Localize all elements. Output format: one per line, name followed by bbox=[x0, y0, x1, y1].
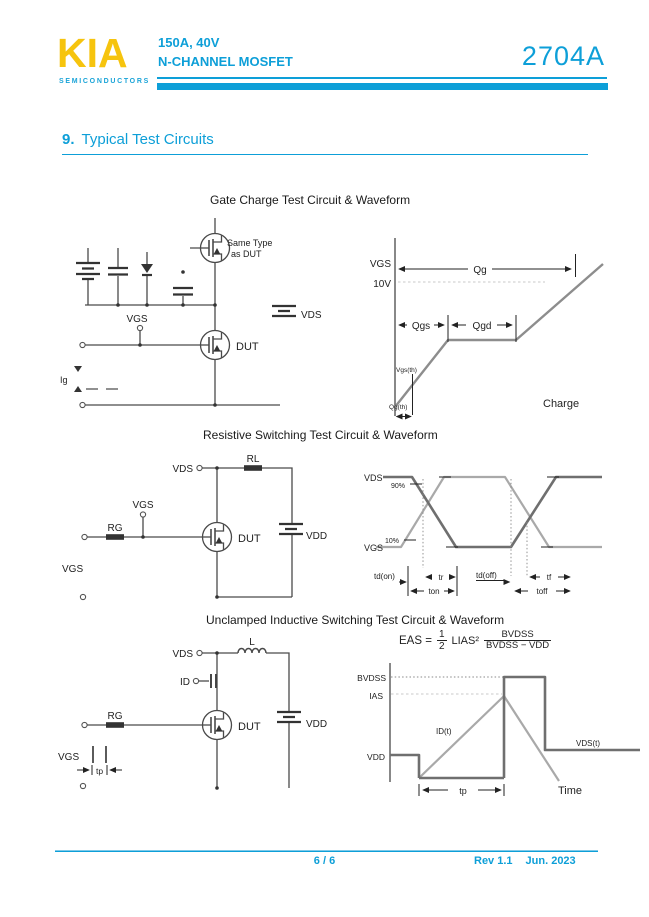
part-number: 2704A bbox=[521, 41, 605, 71]
id-trace-label: ID(t) bbox=[436, 727, 452, 736]
battery-icon bbox=[279, 524, 303, 534]
tr-label: tr bbox=[438, 573, 444, 582]
rl-label: RL bbox=[246, 454, 260, 465]
capacitor-icon bbox=[173, 270, 193, 305]
resistor-icon bbox=[106, 722, 124, 728]
header-rule-thin bbox=[157, 77, 607, 79]
diode-icon bbox=[141, 252, 153, 305]
current-probe-icon bbox=[211, 674, 216, 688]
fraction-numerator: 1 bbox=[438, 629, 445, 640]
mosfet-symbol bbox=[203, 468, 232, 597]
fraction-denominator: BVDSS − VDD bbox=[486, 640, 550, 651]
ig-label: Ig bbox=[60, 375, 68, 385]
header-rule-thick bbox=[157, 83, 608, 90]
equation-term: LIAS² bbox=[451, 634, 480, 647]
equation-bvdss-fraction bbox=[484, 630, 551, 652]
vgs-axis-label: VGS bbox=[369, 259, 391, 270]
equation-half-fraction bbox=[437, 629, 447, 652]
resistive-circuit-diagram bbox=[55, 445, 345, 605]
vgs-probe-label: VGS bbox=[132, 500, 154, 511]
time-axis-label: Time bbox=[558, 785, 583, 797]
vgsth-label: Vgs(th) bbox=[396, 367, 417, 374]
dut-label: DUT bbox=[238, 721, 261, 733]
section-heading bbox=[62, 131, 214, 148]
mosfet-symbol bbox=[190, 218, 230, 305]
revision-label: Rev 1.1 bbox=[474, 855, 513, 867]
ten-volt-label: 10V bbox=[373, 279, 391, 290]
vdd-label: VDD bbox=[367, 752, 385, 762]
resistor-icon bbox=[244, 465, 262, 471]
section-underline bbox=[62, 154, 588, 155]
charge-axis-label: Charge bbox=[543, 398, 580, 410]
revision-date: Jun. 2023 bbox=[525, 855, 576, 867]
id-label: ID bbox=[180, 677, 190, 688]
section-number: 9. bbox=[62, 131, 75, 148]
same-type-label-1: Same Type bbox=[227, 238, 273, 248]
pulse-icon bbox=[93, 746, 106, 763]
battery-icon bbox=[272, 306, 296, 316]
toff-label: toff bbox=[536, 587, 548, 596]
gate-charge-waveform bbox=[350, 235, 645, 420]
vgs-probe-label: VGS bbox=[126, 314, 148, 325]
mosfet-symbol bbox=[203, 653, 232, 788]
qgth-label: Qg(th) bbox=[389, 404, 408, 411]
vds-trace-label: VDS(t) bbox=[576, 739, 600, 748]
resistive-figure-title: Resistive Switching Test Circuit & Waveform bbox=[203, 428, 438, 442]
footer-rule bbox=[55, 850, 598, 852]
ninety-percent-label: 90% bbox=[391, 483, 406, 490]
inductive-circuit-diagram bbox=[55, 632, 345, 802]
section-title: Typical Test Circuits bbox=[81, 131, 214, 148]
vds-label: VDS bbox=[301, 310, 322, 321]
vgs-source-label: VGS bbox=[58, 752, 80, 763]
vdd-label: VDD bbox=[306, 719, 328, 730]
gate-charge-figure-title: Gate Charge Test Circuit & Waveform bbox=[210, 193, 411, 207]
tp-label: tp bbox=[459, 786, 467, 796]
gate-current-annotation bbox=[74, 366, 118, 392]
tf-label: tf bbox=[546, 573, 552, 582]
mosfet-symbol bbox=[201, 305, 230, 405]
qgd-label: Qgd bbox=[472, 321, 492, 332]
ten-percent-label: 10% bbox=[385, 538, 400, 545]
qg-label: Qg bbox=[473, 265, 487, 276]
tp-label: tp bbox=[95, 766, 104, 776]
brand-logo: KIA bbox=[57, 30, 128, 76]
qgs-label: Qgs bbox=[411, 321, 431, 332]
resistor-icon bbox=[106, 534, 124, 540]
vgs-trace-label: VGS bbox=[364, 543, 384, 553]
gate-charge-circuit-diagram bbox=[55, 210, 345, 422]
device-rating: 150A, 40V bbox=[158, 35, 220, 50]
battery-icon bbox=[277, 712, 301, 722]
vds-label: VDS bbox=[172, 649, 193, 660]
td-off-label: td(off) bbox=[476, 571, 497, 580]
battery-icon bbox=[76, 248, 100, 305]
device-type: N-CHANNEL MOSFET bbox=[158, 54, 293, 69]
ias-label: IAS bbox=[369, 691, 383, 701]
fraction-denominator: 2 bbox=[438, 641, 445, 652]
rg-label: RG bbox=[107, 523, 123, 534]
revision-info bbox=[474, 855, 576, 867]
inductor-label: L bbox=[249, 637, 255, 648]
vgs-source-label: VGS bbox=[62, 564, 84, 575]
vds-label: VDS bbox=[172, 464, 193, 475]
dut-label: DUT bbox=[236, 341, 259, 353]
inductor-icon bbox=[238, 649, 266, 654]
inductive-waveform bbox=[345, 658, 645, 808]
td-on-label: td(on) bbox=[374, 572, 395, 581]
resistive-waveform bbox=[355, 455, 645, 605]
same-type-label-2: as DUT bbox=[231, 249, 262, 259]
capacitor-icon bbox=[108, 248, 128, 305]
equation-lhs: EAS = bbox=[399, 634, 432, 647]
bvdss-label: BVDSS bbox=[357, 673, 386, 683]
vds-trace-label: VDS bbox=[364, 473, 383, 483]
brand-logo-subtitle: SEMICONDUCTORS bbox=[59, 78, 150, 85]
page-number: 6 / 6 bbox=[313, 855, 336, 867]
ton-label: ton bbox=[428, 587, 440, 596]
fraction-numerator: BVDSS bbox=[501, 628, 534, 640]
inductive-figure-title: Unclamped Inductive Switching Test Circuit & Waveform bbox=[206, 613, 505, 627]
rg-label: RG bbox=[107, 711, 123, 722]
dut-label: DUT bbox=[238, 533, 261, 545]
eas-equation bbox=[399, 629, 551, 652]
vdd-label: VDD bbox=[306, 531, 328, 542]
